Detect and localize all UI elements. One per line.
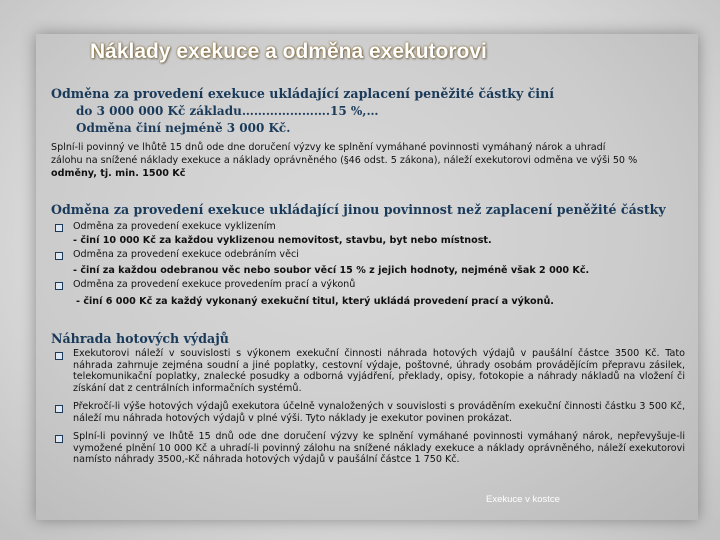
slide-title: Náklady exekuce a odměna exekutorovi (90, 40, 487, 63)
section2-item-detail: - činí 6 000 Kč za každý vykonaný exekuční titul, který ukládá provedení prací a výkonů. (76, 296, 554, 307)
bullet-icon (55, 352, 63, 360)
section1-para-line: zálohu na snížené náklady exekuce a náklady oprávněného (§46 odst. 5 zákona), náleží exekutorovi odměna ve výši 50 % (51, 155, 638, 166)
section1-para-line: odměny, tj. min. 1500 Kč (51, 168, 186, 179)
bullet-icon (55, 224, 63, 232)
bullet-icon (55, 252, 63, 260)
bullet-icon (55, 282, 63, 290)
section1-line2: Odměna činí nejméně 3 000 Kč. (76, 121, 291, 135)
section2-item-detail: - činí 10 000 Kč za každou vyklizenou nemovitost, stavbu, byt nebo místnost. (73, 235, 492, 246)
bullet-icon (55, 405, 63, 413)
section2-heading: Odměna za provedení exekuce ukládající jinou povinnost než zaplacení peněžité částky (51, 202, 666, 217)
bullet-icon (55, 435, 63, 443)
section3-item: Překročí-li výše hotových výdajů exekutora účelně vynaložených v souvislosti s prováděním exekuční činnosti částku 3 500 Kč, náleží mu náhrada hotových výdajů v plné výši. Tyto náklady je exekutor povinen prokázat. (73, 401, 685, 424)
section1-heading: Odměna za provedení exekuce ukládající zaplacení peněžité částky činí (51, 86, 555, 101)
footer-text: Exekuce v kostce (486, 494, 560, 505)
section2-item-title: Odměna za provedení exekuce vyklizením (73, 221, 276, 232)
section3-heading: Náhrada hotových výdajů (51, 331, 229, 346)
section2-item-title: Odměna za provedení exekuce odebráním věci (73, 249, 299, 260)
section2-item-detail: - činí za každou odebranou věc nebo soubor věcí 15 % z jejich hodnoty, nejméně však 2 000 Kč. (73, 265, 590, 276)
section1-para-line: Splní-li povinný ve lhůtě 15 dnů ode dne doručení výzvy ke splnění vymáhané povinnosti vymáhaný nárok a uhradí (51, 142, 606, 153)
section1-line1: do 3 000 000 Kč základu………………….15 %,… (76, 104, 379, 118)
section2-item-title: Odměna za provedení exekuce provedením prací a výkonů (73, 279, 356, 290)
section3-item: Splní-li povinný ve lhůtě 15 dnů ode dne doručení výzvy ke splnění vymáhané povinnosti vymáhaný nárok, nepřevyšuje-li vymožené plnění 10 000 Kč a uhradí-li povinný zálohu na snížené náklady exekuce a náklady oprávněného, náleží exekutorovi namísto náhrady 3500,-Kč náhrada hotových výdajů v paušální částce 1 750 Kč. (73, 431, 685, 466)
section3-item: Exekutorovi náleží v souvislosti s výkonem exekuční činnosti náhrada hotových výdajů v paušální částce 3500 Kč. Tato náhrada zahrnuje zejména soudní a jiné poplatky, cestovní výdaje, poštovné, úhrady osobám provádějícím přepravu zásilek, telekomunikační poplatky, znalecké posudky a odborná vyjádření, překlady, opisy, fotokopie a náhrady nákladů na vložení či získání dat z centrálních informačních systémů. (73, 348, 685, 394)
